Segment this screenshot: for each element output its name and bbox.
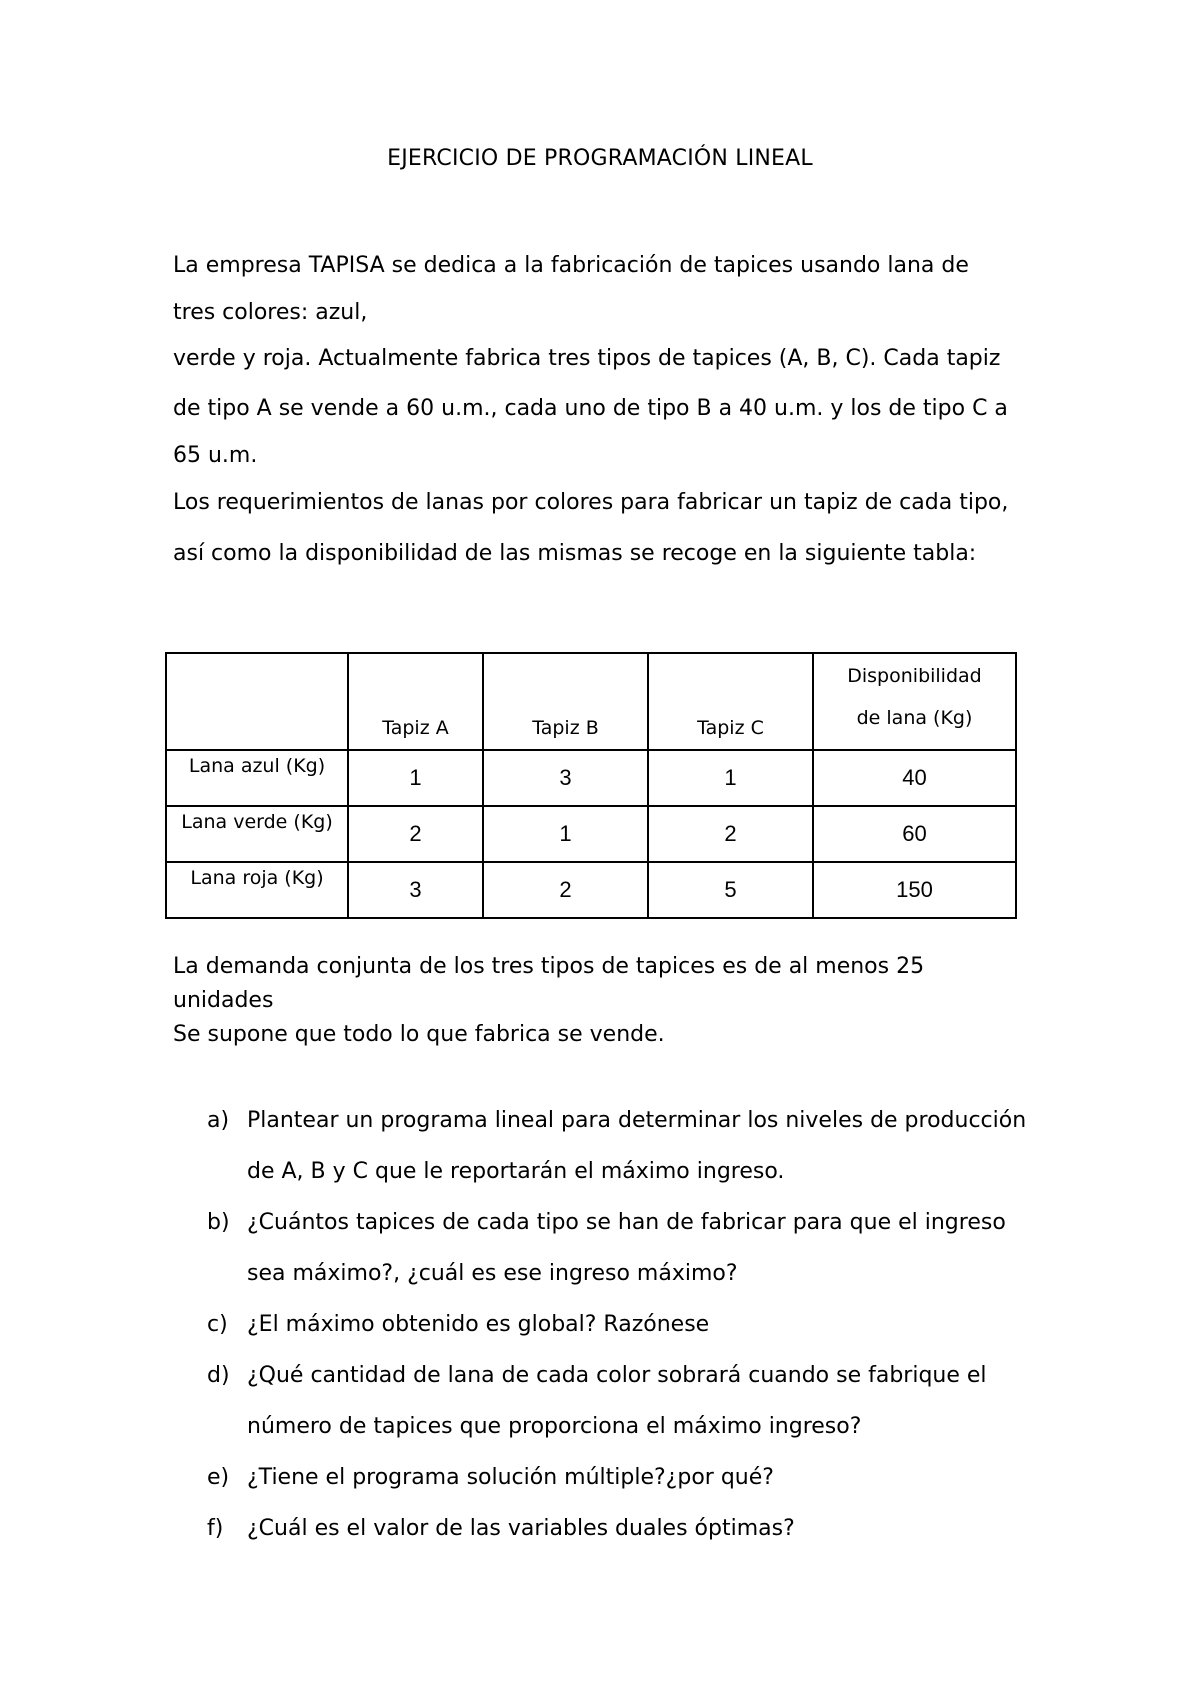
intro-line: verde y roja. Actualmente fabrica tres tipos de tapices (A, B, C). Cada tapiz	[173, 346, 1001, 371]
intro-line: Los requerimientos de lanas por colores para fabricar un tapiz de cada tipo,	[173, 490, 1009, 515]
table-header-cell	[166, 653, 348, 750]
intro-line: tres colores: azul,	[173, 300, 368, 325]
question-item	[207, 1299, 1077, 1350]
table-cell: 5	[648, 862, 813, 918]
table-cell: 40	[813, 750, 1016, 806]
question-line: sea máximo?, ¿cuál es ese ingreso máximo?	[247, 1261, 738, 1286]
question-letter: f)	[207, 1516, 224, 1541]
question-letter: b)	[207, 1210, 230, 1235]
table-cell: 1	[348, 750, 483, 806]
question-line: Plantear un programa lineal para determinar los niveles de producción	[247, 1108, 1027, 1133]
question-line: ¿Tiene el programa solución múltiple?¿por qué?	[247, 1465, 774, 1490]
table-header-row	[166, 653, 1016, 750]
table-cell: 150	[813, 862, 1016, 918]
demand-line: unidades	[173, 988, 274, 1013]
table-header-cell: Tapiz A	[348, 653, 483, 750]
availability-header-line: de lana (Kg)	[856, 707, 973, 729]
table-cell: 3	[348, 862, 483, 918]
question-letter: c)	[207, 1312, 228, 1337]
question-item	[207, 1503, 1077, 1554]
table-cell: 2	[483, 862, 648, 918]
table-cell: 2	[348, 806, 483, 862]
demand-paragraph	[173, 950, 1053, 1052]
intro-line: 65 u.m.	[173, 443, 258, 468]
table-header-cell: Tapiz C	[648, 653, 813, 750]
question-line: de A, B y C que le reportarán el máximo ingreso.	[247, 1159, 785, 1184]
question-letter: a)	[207, 1108, 230, 1133]
question-list	[207, 1095, 1077, 1554]
table-cell: 2	[648, 806, 813, 862]
page-title: EJERCICIO DE PROGRAMACIÓN LINEAL	[387, 146, 813, 171]
intro-line: La empresa TAPISA se dedica a la fabricación de tapices usando lana de	[173, 253, 969, 278]
intro-line: de tipo A se vende a 60 u.m., cada uno de tipo B a 40 u.m. y los de tipo C a	[173, 396, 1008, 421]
table-cell: 60	[813, 806, 1016, 862]
availability-header-line: Disponibilidad	[847, 665, 982, 687]
row-label: Lana roja (Kg)	[166, 862, 348, 918]
demand-line: La demanda conjunta de los tres tipos de tapices es de al menos 25	[173, 954, 925, 979]
table-row	[166, 862, 1016, 918]
table-cell: 1	[648, 750, 813, 806]
intro-line: así como la disponibilidad de las mismas se recoge en la siguiente tabla:	[173, 541, 977, 566]
question-line: ¿Cuántos tapices de cada tipo se han de fabricar para que el ingreso	[247, 1210, 1006, 1235]
question-line: número de tapices que proporciona el máximo ingreso?	[247, 1414, 862, 1439]
question-item	[207, 1350, 1077, 1452]
row-label: Lana azul (Kg)	[166, 750, 348, 806]
table-cell: 3	[483, 750, 648, 806]
question-item	[207, 1095, 1077, 1197]
question-letter: d)	[207, 1363, 230, 1388]
demand-line: Se supone que todo lo que fabrica se vende.	[173, 1022, 665, 1047]
question-line: ¿Cuál es el valor de las variables duales óptimas?	[247, 1516, 795, 1541]
table-header-cell-availability	[813, 653, 1016, 750]
question-letter: e)	[207, 1465, 230, 1490]
wool-requirements-table	[165, 652, 1017, 919]
table-cell: 1	[483, 806, 648, 862]
question-line: ¿El máximo obtenido es global? Razónese	[247, 1312, 710, 1337]
intro-paragraph	[173, 240, 1053, 579]
question-line: ¿Qué cantidad de lana de cada color sobrará cuando se fabrique el	[247, 1363, 987, 1388]
question-item	[207, 1452, 1077, 1503]
table-row	[166, 750, 1016, 806]
row-label: Lana verde (Kg)	[166, 806, 348, 862]
question-item	[207, 1197, 1077, 1299]
table-row	[166, 806, 1016, 862]
table-header-cell: Tapiz B	[483, 653, 648, 750]
